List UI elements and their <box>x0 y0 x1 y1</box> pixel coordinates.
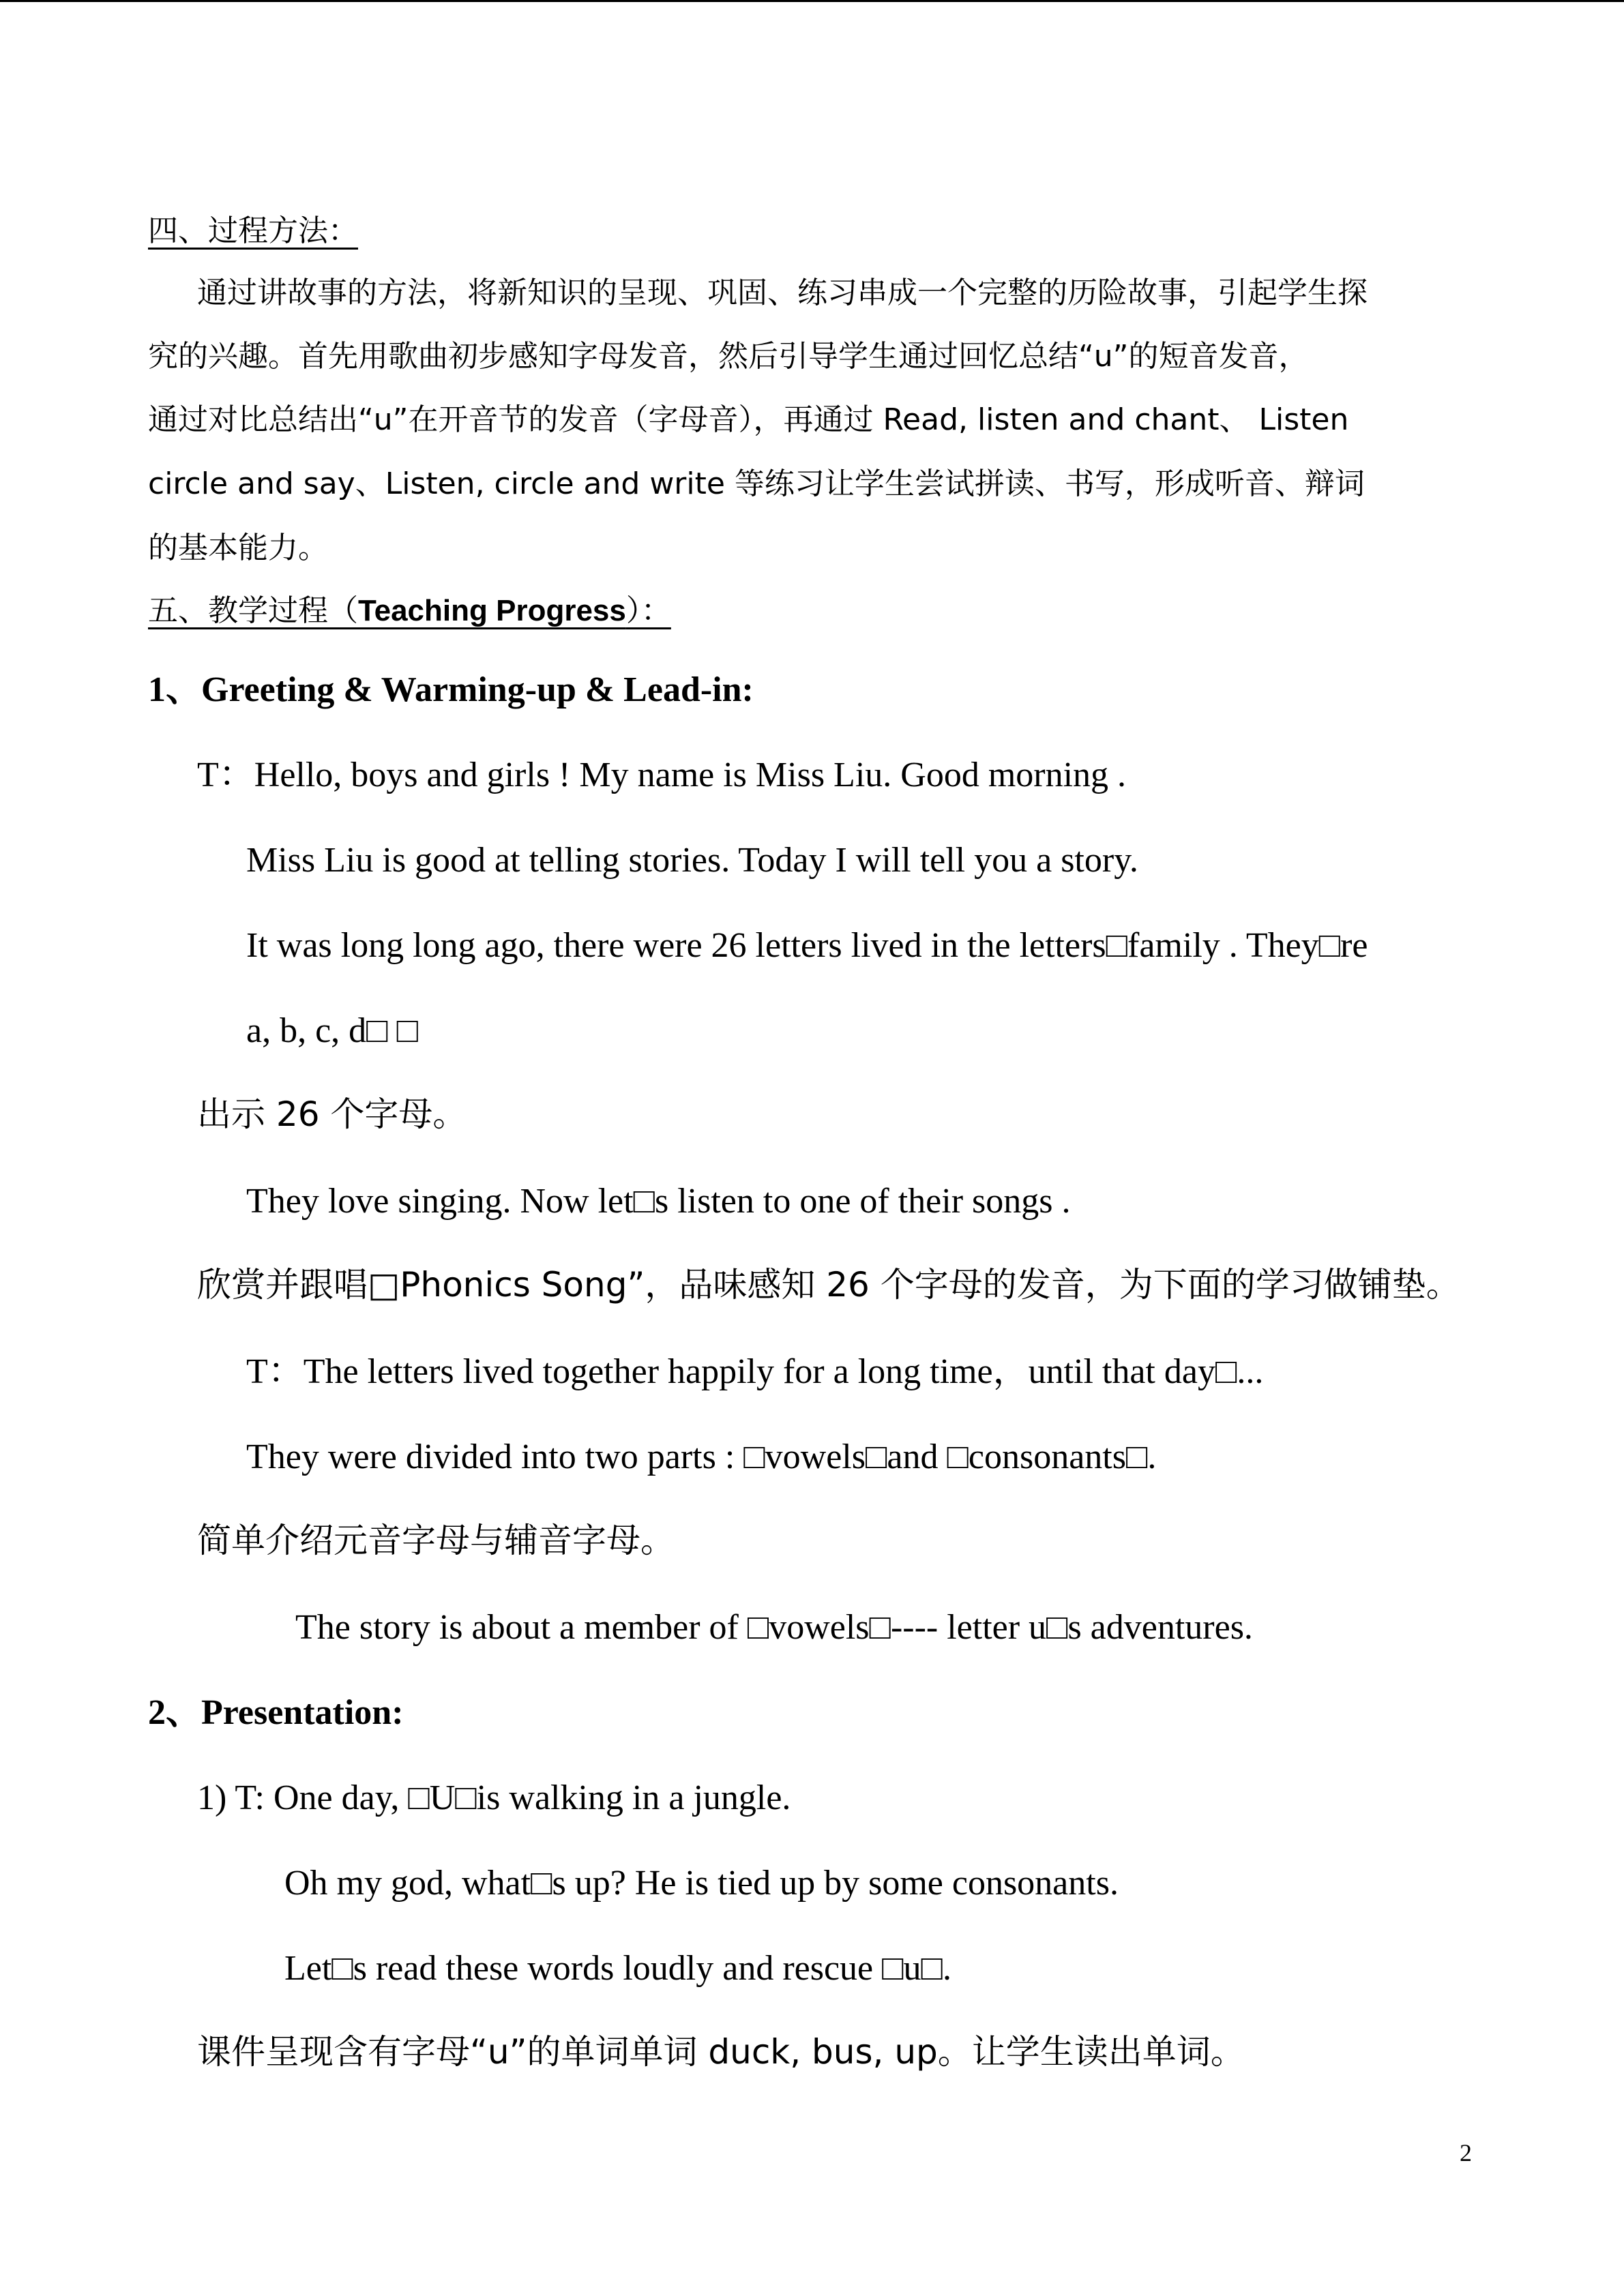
section-4-heading: 四、过程方法： <box>148 213 358 248</box>
dialogue-line: T：The letters lived together happily for a long time，until that day□... <box>246 1352 1264 1391</box>
section-4-paragraph-line: circle and say、Listen, circle and write 等练习让学生尝试拼读、书写，形成听音、辩词 <box>148 466 1365 501</box>
teaching-note: 出示 26 个字母。 <box>197 1094 467 1134</box>
page-number: 2 <box>1460 2139 1472 2166</box>
section-5-heading-cn: 五、教学过程（ <box>148 593 358 628</box>
dialogue-line: They love singing. Now let□s listen to one of their songs . <box>246 1182 1071 1221</box>
teaching-note: 课件呈现含有字母“u”的单词单词 duck, bus, up。让学生读出单词。 <box>197 2032 1245 2072</box>
step-1-title: 1、Greeting & Warming-up & Lead-in: <box>148 670 754 709</box>
dialogue-line: The story is about a member of □vowels□---- letter u□s adventures. <box>295 1608 1253 1647</box>
section-4-paragraph-line: 究的兴趣。首先用歌曲初步感知字母发音，然后引导学生通过回忆总结“u”的短音发音， <box>148 339 1309 374</box>
teaching-note: 欣赏并跟唱□Phonics Song”，品味感知 26 个字母的发音，为下面的学习做铺垫。 <box>197 1265 1460 1304</box>
section-4-paragraph-line: 通过讲故事的方法，将新知识的呈现、巩固、练习串成一个完整的历险故事，引起学生探 <box>197 275 1368 310</box>
dialogue-line: It was long long ago, there were 26 letters lived in the letters□family . They□re <box>246 926 1368 965</box>
dialogue-line: T：Hello, boys and girls ! My name is Miss Liu. Good morning . <box>197 756 1127 794</box>
section-5-heading-end: ）： <box>625 593 671 628</box>
step-2-title: 2、Presentation: <box>148 1693 404 1732</box>
teaching-note: 简单介绍元音字母与辅音字母。 <box>197 1521 675 1560</box>
dialogue-line: Let□s read these words loudly and rescue □u□. <box>284 1949 951 1988</box>
section-5-heading-en: Teaching Progress <box>358 594 626 627</box>
dialogue-line: 1) T: One day, □U□is walking in a jungle. <box>197 1778 791 1817</box>
dialogue-line: They were divided into two parts : □vowels□and □consonants□. <box>246 1437 1157 1476</box>
section-4-paragraph-line: 通过对比总结出“u”在开音节的发音（字母音），再通过 Read, listen and chant、 Listen <box>148 402 1349 437</box>
section-5-heading <box>148 593 671 628</box>
section-4-paragraph-line: 的基本能力。 <box>148 531 328 565</box>
dialogue-line: Oh my god, what□s up? He is tied up by some consonants. <box>284 1864 1119 1903</box>
dialogue-line: Miss Liu is good at telling stories. Today I will tell you a story. <box>246 841 1138 880</box>
dialogue-line: a, b, c, d□ □ <box>246 1011 418 1050</box>
